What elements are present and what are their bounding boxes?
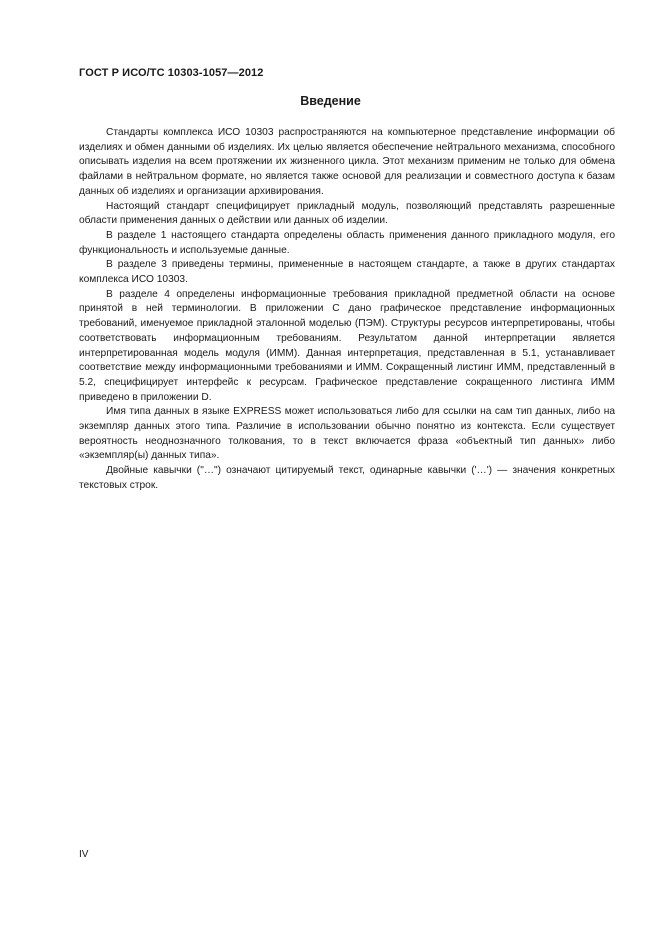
page-number: IV — [79, 849, 89, 860]
document-code-header: ГОСТ Р ИСО/ТС 10303-1057—2012 — [79, 67, 264, 79]
section-title: Введение — [300, 94, 361, 108]
paragraph-quotation-marks: Двойные кавычки ("…") означают цитируемый текст, одинарные кавычки ('…') — значения конкретных текстовых строк. — [79, 465, 615, 491]
paragraph-standards-scope: Стандарты комплекса ИСО 10303 распространяются на компьютерное представление информации об изделиях и обмен данными об изделиях. Их целью является обеспечение нейтрального механизма, способного описывать изделия на всем протяжении их жизненного цикла. Этот механизм применим не только для обмена файлами в нейтральном формате, но является также основой для реализации и совместного доступа к базам данных об изделиях и организации архивирования. — [79, 127, 615, 197]
paragraph-module-purpose: Настоящий стандарт специфицирует прикладный модуль, позволяющий представлять разрешенные области применения данных о действии или данных об изделии. — [79, 200, 615, 227]
introduction-body — [79, 126, 615, 494]
paragraph-express-types: Имя типа данных в языке EXPRESS может использоваться либо для ссылки на сам тип данных, либо на экземпляр данных этого типа. Различие в использовании обычно понятно из контекста. Если существует вероятность неоднозначного толкования, то в текст включается фраза «объектный тип данных» либо «экземпляр(ы) данных типа». — [79, 406, 615, 462]
paragraph-section-3: В разделе 3 приведены термины, примененные в настоящем стандарте, а также в других стандартах комплекса ИСО 10303. — [79, 259, 615, 286]
paragraph-section-4: В разделе 4 определены информационные требования прикладной предметной области на основе принятой в ней терминологии. В приложении C дано графическое представление информационных требований, именуемое прикладной эталонной моделью (ПЭМ). Структуры ресурсов интерпретированы, чтобы соответствовать информационным требованиям. Результатом данной интерпретации является интерпретированная модель модуля (ИММ). Данная интерпретация, представленная в 5.1, устанавливает соответствие между информационными требованиями и ИММ. Сокращенный листинг ИММ, представленный в 5.2, специфицирует интерфейс к ресурсам. Графическое представление сокращенного листинга ИММ приведено в приложении D. — [79, 288, 615, 403]
paragraph-section-1: В разделе 1 настоящего стандарта определены область применения данного прикладного модуля, его функциональность и используемые данные. — [79, 229, 615, 256]
